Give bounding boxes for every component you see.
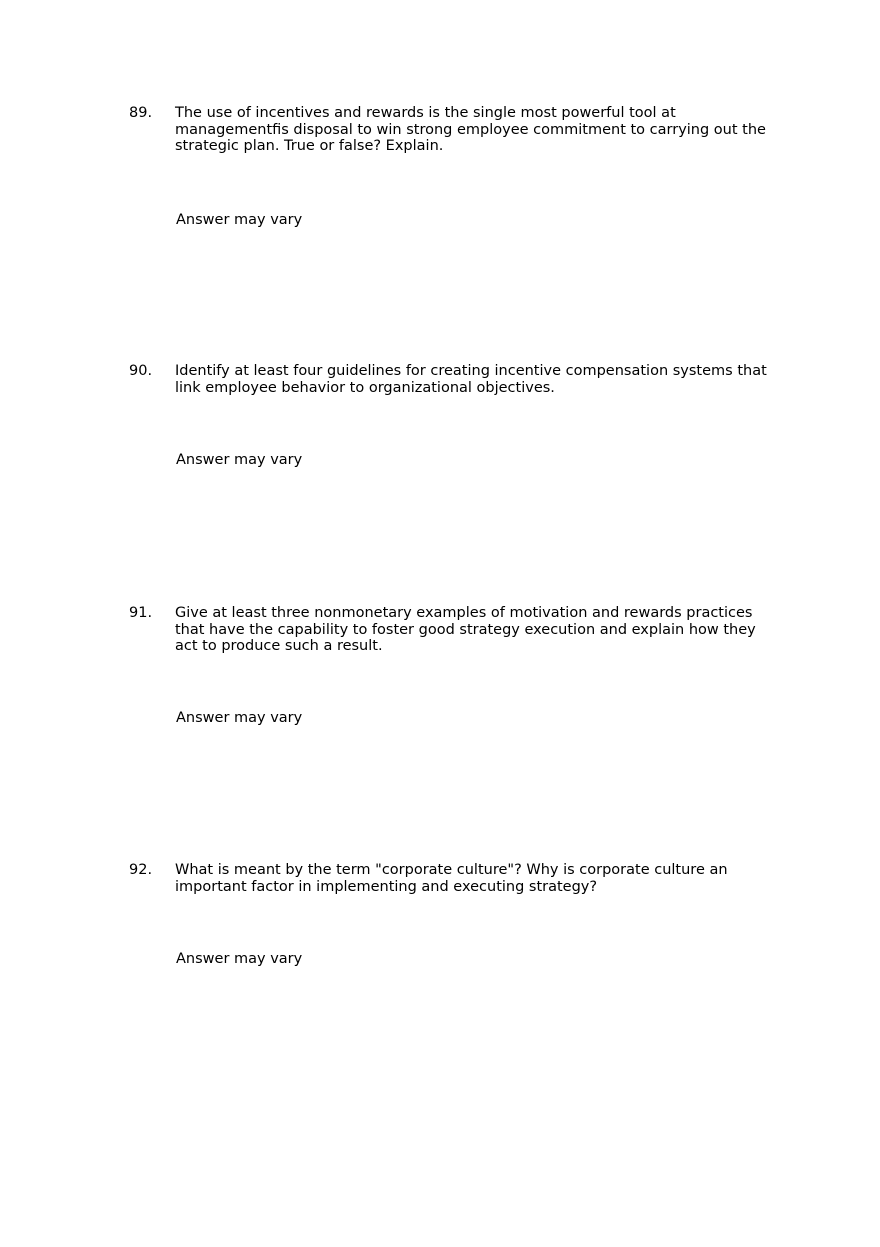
answer-text: Answer may vary: [176, 212, 303, 228]
question-text: Identify at least four guidelines for creating incentive compensation systems that link employee behavior to organizational objectives.: [175, 363, 767, 396]
answer-text: Answer may vary: [176, 710, 303, 726]
answer-text: Answer may vary: [176, 452, 303, 468]
question-number: 92.: [129, 862, 153, 878]
question-text: Give at least three nonmonetary examples of motivation and rewards practices that have the capability to foster good strategy execution and explain how they act to produce such a result.: [175, 605, 756, 654]
question-text: The use of incentives and rewards is the single most powerful tool at managementﬁs disposal to win strong employee commitment to carrying out the strategic plan. True or false? Explain.: [175, 105, 766, 154]
question-number: 90.: [129, 363, 153, 379]
question-number: 91.: [129, 605, 153, 621]
question-item: [129, 862, 779, 895]
answer-text: Answer may vary: [176, 951, 303, 967]
question-item: [129, 105, 779, 155]
question-item: [129, 605, 779, 655]
question-number: 89.: [129, 105, 153, 121]
question-item: [129, 363, 779, 396]
question-text: What is meant by the term "corporate culture"? Why is corporate culture an important factor in implementing and executing strategy?: [175, 862, 728, 895]
